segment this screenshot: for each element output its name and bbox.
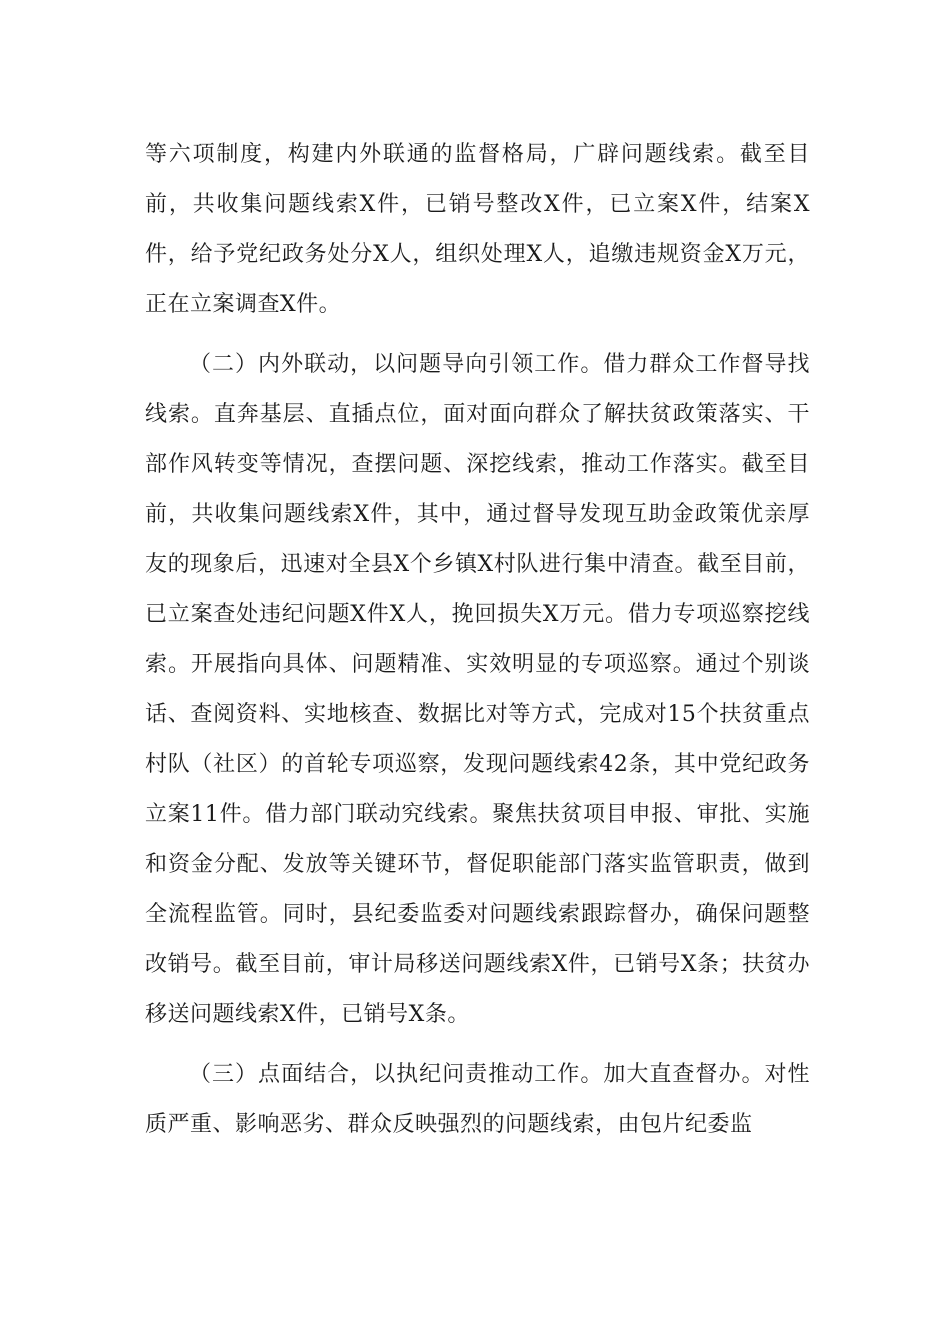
paragraph-continuation: 等六项制度，构建内外联通的监督格局，广辟问题线索。截至目前，共收集问题线索X件，已销号整改X件，已立案X件，结案X件，给予党纪政务处分X人，组织处理X人，追缴违规资金X万元，正在立案调查X件。: [145, 142, 810, 317]
paragraph-section-three: （三）点面结合，以执纪问责推动工作。加大直查督办。对性质严重、影响恶劣、群众反映强烈的问题线索，由包片纪委监: [145, 1062, 810, 1137]
document-body: [145, 130, 810, 1160]
paragraph-section-two: （二）内外联动，以问题导向引领工作。借力群众工作督导找线索。直奔基层、直插点位，面对面向群众了解扶贫政策落实、干部作风转变等情况，查摆问题、深挖线索，推动工作落实。截至目前，共收集问题线索X件，其中，通过督导发现互助金政策优亲厚友的现象后，迅速对全县X个乡镇X村队进行集中清查。截至目前，已立案查处违纪问题X件X人，挽回损失X万元。借力专项巡察挖线索。开展指向具体、问题精准、实效明显的专项巡察。通过个别谈话、查阅资料、实地核查、数据比对等方式，完成对15个扶贫重点村队（社区）的首轮专项巡察，发现问题线索42条，其中党纪政务立案11件。借力部门联动究线索。聚焦扶贫项目申报、审批、实施和资金分配、发放等关键环节，督促职能部门落实监管职责，做到全流程监管。同时，县纪委监委对问题线索跟踪督办，确保问题整改销号。截至目前，审计局移送问题线索X件，已销号X条；扶贫办移送问题线索X件，已销号X条。: [145, 352, 810, 1027]
